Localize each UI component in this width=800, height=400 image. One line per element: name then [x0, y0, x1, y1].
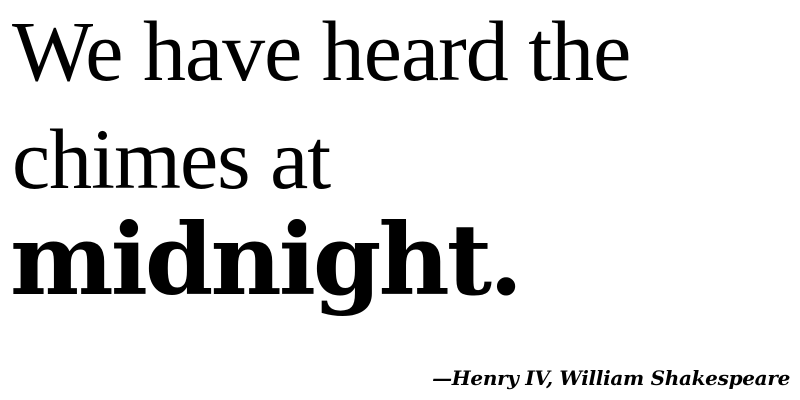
quote-attribution: —Henry IV, William Shakespeare	[432, 366, 790, 390]
quote-line-3: midnight.	[10, 203, 521, 318]
quote-line-1: We have heard the	[12, 3, 631, 99]
quote-line-2: chimes at	[12, 111, 331, 207]
